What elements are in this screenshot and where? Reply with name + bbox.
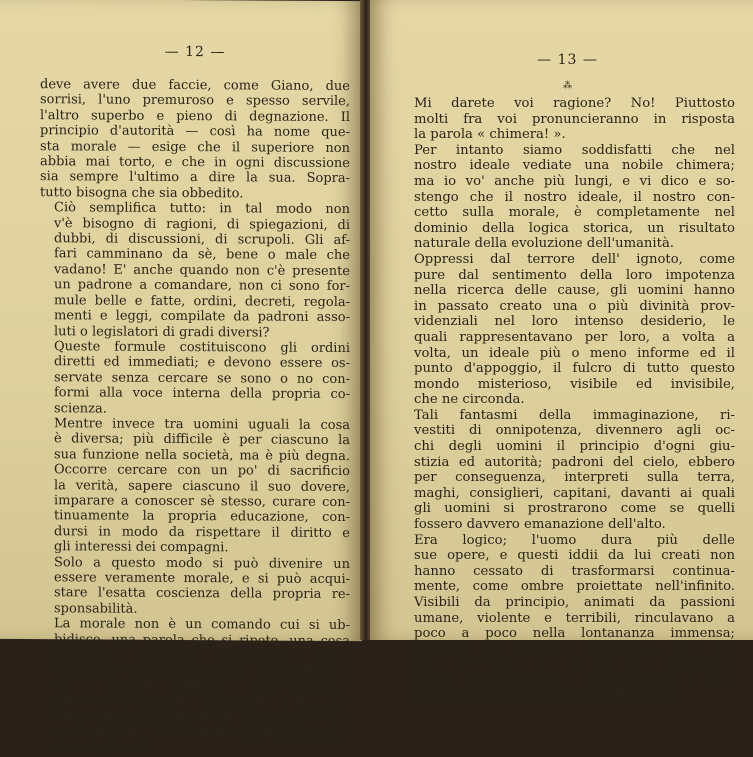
text-line: Mi darete voi ragione? No! Piuttosto — [414, 96, 735, 111]
right-page — [370, 0, 753, 704]
text-line: videnziali nel loro intenso desiderio, le — [414, 314, 735, 330]
text-line: l'altro superbo e pieno di degnazione. Il — [40, 107, 350, 125]
text-line: bidisce, una parola che si ripete, una cosa — [54, 631, 350, 649]
text-line: è diversa; più difficile è per ciascuno la — [54, 431, 350, 449]
left-page-body — [40, 77, 350, 757]
text-line: mente, come ombre proiettate nell'infinito. — [414, 579, 735, 595]
left-page — [0, 0, 362, 756]
text-line: sponsabilità. — [54, 601, 138, 617]
text-line: chici comprendiamo la morale; e non ab- — [54, 693, 350, 711]
text-line: che ne circonda. — [414, 392, 525, 408]
paragraph — [400, 96, 735, 143]
text-line: scienza. — [54, 400, 107, 417]
text-line: Oppressi dal terrore dell' ignoto, come — [414, 251, 735, 267]
text-line: tinuamente la propria educazione, con- — [54, 508, 350, 526]
text-line: vestiti di onnipotenza, divennero agli oc- — [414, 423, 735, 439]
text-line: per conseguenza, interpreti sulla terra, — [414, 470, 735, 486]
text-line: sorrisi, l'uno premuroso e spesso servile, — [40, 92, 350, 110]
paragraph — [40, 555, 350, 619]
text-line: vadano! E' anche quando non c'è presente — [54, 262, 350, 279]
paragraph — [40, 200, 350, 341]
text-line: sta morale — esige che il superiore non — [40, 138, 350, 156]
page-number-right: — 13 — — [537, 52, 598, 68]
text-line: Mentre invece tra uomini uguali la cosa — [54, 416, 350, 433]
text-line: sue opere, e questi iddii da lui creati non — [414, 548, 735, 564]
paragraph — [400, 143, 735, 252]
text-line: quali rappresentavano per loro, a volta a — [414, 329, 735, 345]
text-line: dominio della logica storica, un risultato — [414, 220, 735, 236]
paragraph — [40, 339, 350, 418]
text-line: principio d'autorità — così ha nome que- — [40, 123, 350, 141]
text-line: saci dagli avi? — [54, 739, 148, 756]
text-line: poco a poco nella lontananza immensa; — [414, 626, 735, 642]
text-line: formi alla voce interna della propria co- — [54, 385, 350, 403]
text-line: Era logico; l'uomo dura più delle — [414, 532, 735, 548]
text-line: Queste formule costituiscono gli ordini — [54, 339, 350, 356]
text-line: finchè non arrivarono gradatamente a con- — [414, 672, 735, 688]
text-line: molti fra voi pronuncieranno in risposta — [414, 111, 735, 127]
text-line: soddisfazione alla morale vecchia trasmes- — [54, 724, 350, 742]
text-line: pure dal sentimento della loro impotenza — [414, 267, 735, 283]
text-line: abbia mai torto, e che in ogni discussione — [40, 154, 350, 172]
text-line: naturale della evoluzione dell'umanità. — [414, 236, 674, 252]
text-line: deve avere due faccie, come Giano, due — [40, 77, 350, 95]
paragraph — [40, 416, 350, 557]
text-line: puramente esteriore all'individuo; bensì — [54, 647, 350, 665]
text-line: dubbi, di discussioni, di scrupoli. Gli af- — [54, 231, 350, 249]
text-line: Tali fantasmi della immaginazione, ri- — [414, 407, 735, 423]
paragraph — [400, 533, 735, 705]
text-line: la parola « chimera! ». — [414, 127, 566, 143]
text-line: diretti ed immediati; e devono essere os- — [54, 354, 350, 372]
text-line: punto d'appoggio, il fulcro di tutto questo — [414, 361, 735, 377]
text-line: gli uomini si prostrarono come se quelli — [414, 501, 735, 517]
text-line: maghi, consiglieri, capitani, davanti ai quali — [414, 485, 735, 501]
text-line: gli interessi dei compagni. — [54, 539, 229, 556]
text-line: Solo a questo modo si può divenire un — [54, 554, 350, 572]
text-line: stizia ed autorità; padroni del cielo, ebbero — [414, 454, 735, 470]
text-line: sua funzione nella società, ma è più degna. — [54, 446, 350, 464]
paragraph — [40, 77, 350, 202]
text-line: biamo dunque il diritto di paragonarla con — [54, 708, 350, 726]
text-line: stengo che il nostro ideale, il nostro con- — [414, 189, 735, 205]
text-line: mule belle e fatte, ordini, decreti, regola- — [54, 292, 350, 310]
text-line: sia sempre l'ultimo a dire la sua. Sopra- — [40, 169, 350, 187]
text-line: finirono col diventare astrazioni, idee su- — [414, 641, 735, 657]
text-line: stare l'esatta coscienza della propria re- — [54, 585, 350, 603]
text-line: v'è bisogno di ragioni, di spiegazioni, di — [54, 215, 350, 233]
text-line: servate senza cercare se sono o no con- — [54, 369, 350, 387]
paragraph — [400, 252, 735, 408]
text-line: hanno cessato di trasformarsi continua- — [414, 563, 735, 579]
text-line: Visibili da principio, animati da passioni — [414, 595, 735, 610]
text-line: nostro ideale vediate una nobile chimera; — [414, 158, 735, 174]
page-number-left: — 12 — — [164, 43, 226, 61]
text-line: umane, violente e terribili, rinculavano a — [414, 610, 735, 626]
text-line: in passato creato una o più divinità prov- — [414, 298, 735, 314]
text-line: Ciò semplifica tutto: in tal modo non — [54, 200, 350, 218]
text-line: menti e leggi, compilate da padroni asso- — [54, 308, 350, 326]
text-line: La morale non è un comando cui si ub- — [54, 616, 350, 634]
text-line: fondersi con le stesse leggi naturali del — [414, 688, 678, 704]
text-line: ed un prodotto della vita. Così noi anar- — [54, 678, 350, 695]
paragraph — [40, 616, 350, 757]
section-asterism: ⁂ — [563, 81, 572, 91]
text-line: una parte dell'essere stesso, quale diviene, — [54, 662, 350, 680]
text-line: fari camminano da sè, bene o male che — [54, 246, 350, 264]
paragraph — [400, 408, 735, 533]
text-line: blimi alle quali non si può dare un nome, — [414, 657, 735, 673]
text-line: imparare a conoscer sè stesso, curare con- — [54, 493, 350, 511]
text-line: nella ricerca delle cause, gli uomini hanno — [414, 283, 735, 299]
text-line: cetto sulla morale, è completamente nel — [414, 205, 735, 221]
text-line: dursi in modo da rispettare il diritto e — [54, 524, 350, 541]
text-line: mondo misterioso, visibile ed invisibile, — [414, 376, 735, 392]
text-line: Per intanto siamo soddisfatti che nel — [414, 142, 735, 158]
text-line: tutto bisogna che sia obbedito. — [40, 184, 244, 202]
text-line: Occorre cercare con un po' di sacrificio — [54, 462, 350, 480]
text-line: la verità, sapere ciascuno il suo dovere, — [54, 477, 350, 495]
text-line: essere veramente morale, e si può acqui- — [54, 570, 350, 588]
text-line: luti o legislatori di gradi diversi? — [54, 323, 270, 341]
text-line: un padrone a comandare, non ci sono for- — [54, 277, 350, 295]
text-line: chi degli uomini il principio d'ogni giu- — [414, 439, 735, 455]
right-page-body — [400, 96, 735, 704]
text-line: fossero davvero emanazione dell'alto. — [414, 517, 666, 533]
text-line: volta, un ideale più o meno informe ed il — [414, 345, 735, 361]
text-line: ma io vo' anche più lungi, e vi dico e so- — [414, 173, 735, 189]
